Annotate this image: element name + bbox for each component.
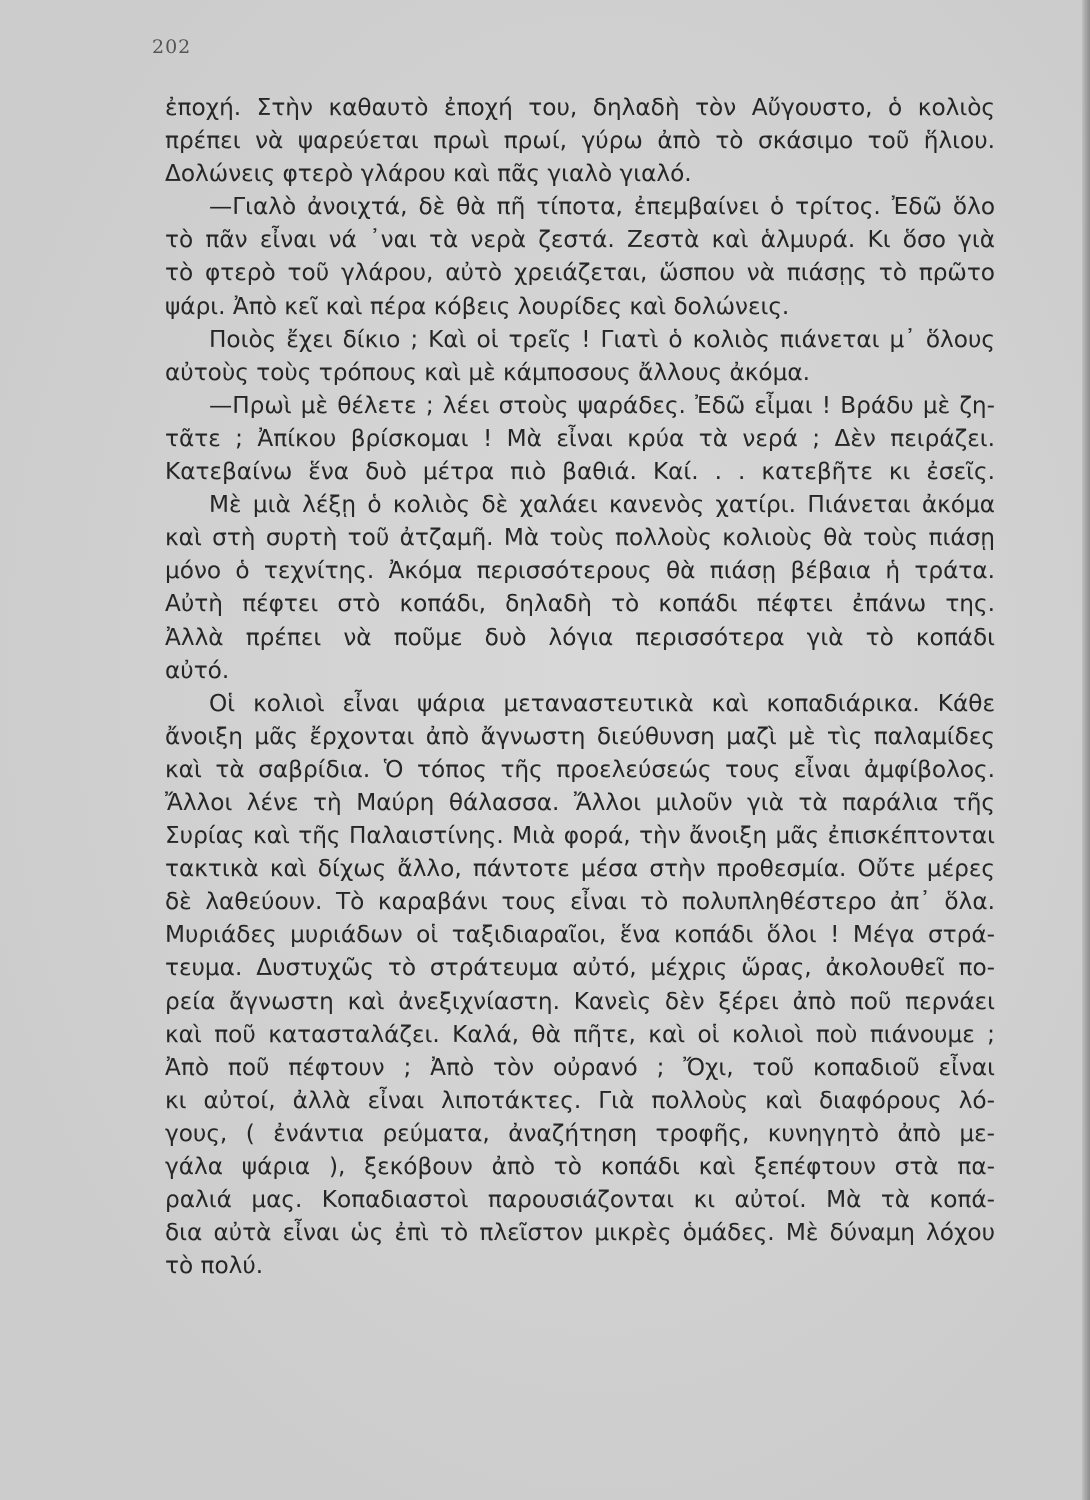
- text-line: γους, ( ἐνάντια ρεύματα, ἀναζήτηση τροφῆς, κυνηγητὸ ἀπὸ με-: [165, 1119, 995, 1147]
- text-line: ρεία ἄγνωστη καὶ ἀνεξιχνίαστη. Κανεὶς δὲν ξέρει ἀπὸ ποῦ περνάει: [165, 987, 995, 1015]
- text-line: δὲ λαθεύουν. Τὸ καραβάνι τους εἶναι τὸ πολυπληθέστερο ἀπ᾽ ὅλα.: [165, 888, 995, 916]
- text-line: Αὐτὴ πέφτει στὸ κοπάδι, δηλαδὴ τὸ κοπάδι πέφτει ἐπάνω της.: [165, 590, 995, 618]
- text-line: κι αὐτοί, ἀλλὰ εἶναι λιποτάκτες. Γιὰ πολλοὺς καὶ διαφόρους λό-: [165, 1086, 995, 1114]
- text-line: τὸ πολύ.: [165, 1252, 264, 1280]
- text-line: Μυριάδες μυριάδων οἱ ταξιδιαραῖοι, ἕνα κοπάδι ὅλοι ! Μέγα στρά-: [165, 921, 995, 949]
- text-line: γάλα ψάρια ), ξεκόβουν ἀπὸ τὸ κοπάδι καὶ ξεπέφτουν στὰ πα-: [165, 1153, 995, 1180]
- text-line: αὐτοὺς τοὺς τρόπους καὶ μὲ κάμποσους ἄλλους ἀκόμα.: [165, 358, 811, 386]
- text-line: καὶ τὰ σαβρίδια. Ὁ τόπος τῆς προελεύσεώς τους εἶναι ἀμφίβολος.: [165, 755, 995, 783]
- text-line: ἄνοιξη μᾶς ἔρχονται ἀπὸ ἄγνωστη διεύθυνση μαζὶ μὲ τὶς παλαμίδες: [165, 722, 995, 750]
- text-line: ψάρι. Ἀπὸ κεῖ καὶ πέρα κόβεις λουρίδες καὶ δολώνεις.: [165, 292, 790, 320]
- text-line: τὸ πᾶν εἶναι νά ᾽ναι τὰ νερὰ ζεστά. Ζεστὰ καὶ ἁλμυρά. Κι ὅσο γιὰ: [165, 226, 995, 254]
- text-line: —Γιαλὸ ἀνοιχτά, δὲ θὰ πῆ τίποτα, ἐπεμβαίνει ὁ τρίτος. Ἐδῶ ὅλο: [209, 193, 995, 221]
- text-line: Συρίας καὶ τῆς Παλαιστίνης. Μιὰ φορά, τὴν ἄνοιξη μᾶς ἐπισκέπτονται: [165, 822, 995, 850]
- text-line: Κατεβαίνω ἕνα δυὸ μέτρα πιὸ βαθιά. Καί. . . κατεβῆτε κι ἐσεῖς.: [165, 458, 995, 486]
- text-line: καὶ ποῦ κατασταλάζει. Καλά, θὰ πῆτε, καὶ οἱ κολιοὶ ποὺ πιάνουμε ;: [165, 1020, 995, 1048]
- page-number: 202: [152, 36, 192, 58]
- text-line: Ἄλλοι λένε τὴ Μαύρη θάλασσα. Ἄλλοι μιλοῦν γιὰ τὰ παράλια τῆς: [165, 788, 995, 816]
- text-line: μόνο ὁ τεχνίτης. Ἀκόμα περισσότερους θὰ πιάσῃ βέβαια ἡ τράτα.: [165, 557, 995, 585]
- text-line: τακτικὰ καὶ δίχως ἄλλο, πάντοτε μέσα στὴν προθεσμία. Οὔτε μέρες: [165, 855, 995, 883]
- text-line: καὶ στὴ συρτὴ τοῦ ἀτζαμῆ. Μὰ τοὺς πολλοὺς κολιοὺς θὰ τοὺς πιάσῃ: [165, 524, 995, 552]
- text-line: δια αὐτὰ εἶναι ὡς ἐπὶ τὸ πλεῖστον μικρὲς ὁμάδες. Μὲ δύναμη λόχου: [165, 1219, 995, 1247]
- text-line: αὐτό.: [165, 656, 230, 684]
- text-line: τᾶτε ; Ἀπίκου βρίσκομαι ! Μὰ εἶναι κρύα τὰ νερά ; Δὲν πειράζει.: [165, 424, 995, 452]
- text-line: —Πρωὶ μὲ θέλετε ; λέει στοὺς ψαράδες. Ἐδῶ εἶμαι ! Βράδυ μὲ ζη-: [209, 391, 995, 419]
- text-line: τὸ φτερὸ τοῦ γλάρου, αὐτὸ χρειάζεται, ὥσπου νὰ πιάσῃς τὸ πρῶτο: [165, 259, 995, 287]
- text-line: Μὲ μιὰ λέξῃ ὁ κολιὸς δὲ χαλάει κανενὸς χατίρι. Πιάνεται ἀκόμα: [209, 491, 995, 519]
- text-line: ραλιά μας. Κοπαδιαστοὶ παρουσιάζονται κι αὐτοί. Μὰ τὰ κοπά-: [165, 1186, 995, 1214]
- page-edge-shadow: [1082, 0, 1090, 1500]
- text-line: τευμα. Δυστυχῶς τὸ στράτευμα αὐτό, μέχρις ὥρας, ἀκολουθεῖ πο-: [165, 954, 995, 982]
- text-line: πρέπει νὰ ψαρεύεται πρωὶ πρωί, γύρω ἀπὸ τὸ σκάσιμο τοῦ ἥλιου.: [165, 127, 995, 155]
- text-line: Δολώνεις φτερὸ γλάρου καὶ πᾶς γιαλὸ γιαλό.: [165, 160, 692, 188]
- text-line: Ἀλλὰ πρέπει νὰ ποῦμε δυὸ λόγια περισσότερα γιὰ τὸ κοπάδι: [165, 623, 995, 651]
- text-line: Ποιὸς ἔχει δίκιο ; Καὶ οἱ τρεῖς ! Γιατὶ ὁ κολιὸς πιάνεται μ᾽ ὅλους: [209, 325, 995, 353]
- text-line: Ἀπὸ ποῦ πέφτουν ; Ἀπὸ τὸν οὐρανό ; Ὄχι, τοῦ κοπαδιοῦ εἶναι: [165, 1053, 995, 1081]
- text-line: Οἱ κολιοὶ εἶναι ψάρια μεταναστευτικὰ καὶ κοπαδιάρικα. Κάθε: [209, 689, 995, 717]
- text-line: ἐποχή. Στὴν καθαυτὸ ἐποχή του, δηλαδὴ τὸν Αὔγουστο, ὁ κολιὸς: [165, 94, 995, 121]
- body-text: [165, 91, 995, 1282]
